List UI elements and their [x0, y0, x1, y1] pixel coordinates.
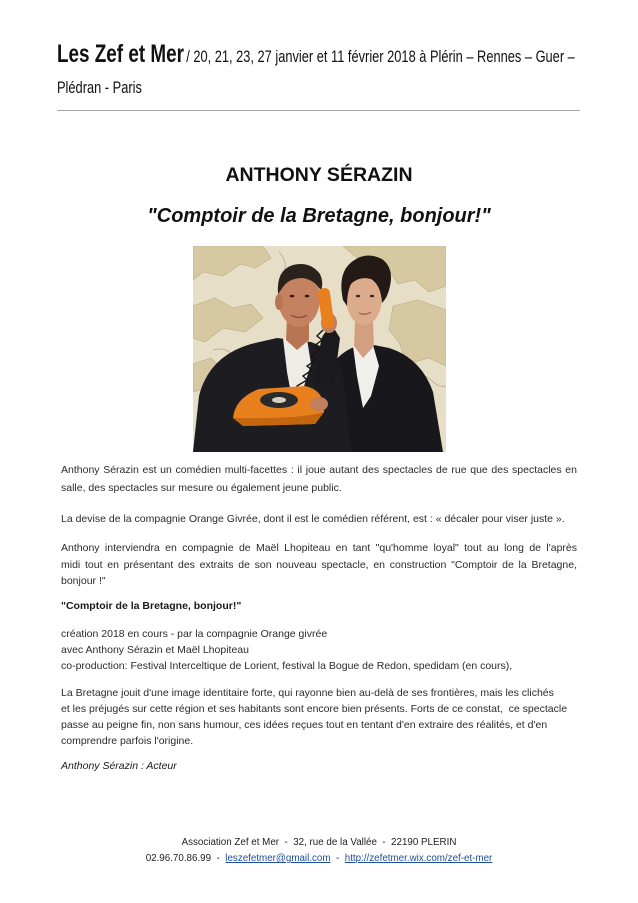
intro-paragraph — [61, 462, 577, 497]
description-line: et les préjugés sur cette région et ses habitants sont encore bien présents. Forts de ce constat, ce spectacle — [61, 703, 568, 715]
credits-line: création 2018 en cours - par la compagnie Orange givrée — [61, 628, 328, 640]
credits-line: avec Anthony Sérazin et Maël Lhopiteau — [61, 644, 249, 656]
announcement-line: midi tout en présentant des extraits de son nouveau spectacle, en construction "Comptoir de la Bretagne, — [61, 558, 577, 571]
motto-paragraph — [61, 511, 577, 527]
description-paragraph — [61, 685, 577, 749]
photo — [193, 246, 446, 452]
telephone-dial-center — [272, 397, 286, 403]
left-actor-eye-left — [290, 295, 295, 298]
footer-address: Association Zef et Mer - 32, rue de la Vallée - 22190 PLERIN — [181, 837, 457, 848]
footer-website-link[interactable]: http://zefetmer.wix.com/zef-et-mer — [344, 853, 493, 864]
hand-on-telephone — [310, 397, 328, 411]
event-dates: / 20, 21, 23, 27 janvier et 11 février 2018 à Plérin – Rennes – Guer – — [186, 47, 575, 66]
description-line: passe au peigne fin, non sans humour, ces idées reçues tout en tentant d'en extraire des réalités, et d'en — [61, 719, 548, 731]
header-line-1 — [57, 40, 575, 68]
credits-paragraph — [61, 626, 577, 674]
show-title-heading — [61, 598, 577, 614]
role-line — [61, 758, 577, 774]
credits-line: co-production: Festival Interceltique de Lorient, festival la Bogue de Redon, spedidam (en cours), — [61, 660, 513, 672]
document-header — [57, 40, 575, 98]
footer-email-link[interactable]: leszefetmer@gmail.com — [225, 853, 331, 864]
footer-contact — [0, 852, 638, 865]
announcement-paragraph — [61, 540, 577, 590]
left-actor-ear — [275, 294, 283, 310]
announcement-line: bonjour !" — [61, 575, 106, 587]
show-subtitle: "Comptoir de la Bretagne, bonjour!" — [147, 205, 491, 227]
right-actor-eye-right — [370, 295, 374, 298]
footer-separator: - — [336, 853, 340, 864]
description-line: comprendre parfois l'origine. — [61, 735, 194, 747]
intro-line: Anthony Sérazin est un comédien multi-facettes : il joue autant des spectacles de rue que des spectacles en — [61, 464, 577, 476]
right-actor-eye-left — [356, 295, 360, 298]
event-dates-continued: Plédran - Paris — [57, 78, 142, 97]
show-title: "Comptoir de la Bretagne, bonjour!" — [61, 600, 242, 612]
page-title: ANTHONY SÉRAZIN — [225, 164, 413, 186]
intro-line: salle, des spectacles sur mesure ou également jeune public. — [61, 481, 342, 494]
description-line: La Bretagne jouit d'une image identitaire forte, qui rayonne bien au-delà de ses frontières, mais les clichés — [61, 687, 554, 699]
actor-role: Anthony Sérazin : Acteur — [61, 760, 177, 772]
header-divider — [57, 110, 580, 111]
header-line-2 — [57, 78, 575, 98]
footer-phone: 02.96.70.86.99 — [145, 853, 212, 864]
left-actor-eye-right — [305, 295, 310, 298]
photo-two-actors-with-telephone — [193, 246, 446, 452]
footer-separator: - — [216, 853, 220, 864]
brand-name: Les Zef et Mer — [57, 40, 184, 68]
announcement-line: Anthony interviendra en compagnie de Maël Lhopiteau en tant "qu'homme loyal" tout au long de l'après — [61, 542, 577, 554]
motto-line: La devise de la compagnie Orange Givrée, dont il est le comédien référent, est : « décaler pour viser juste ». — [61, 513, 565, 525]
